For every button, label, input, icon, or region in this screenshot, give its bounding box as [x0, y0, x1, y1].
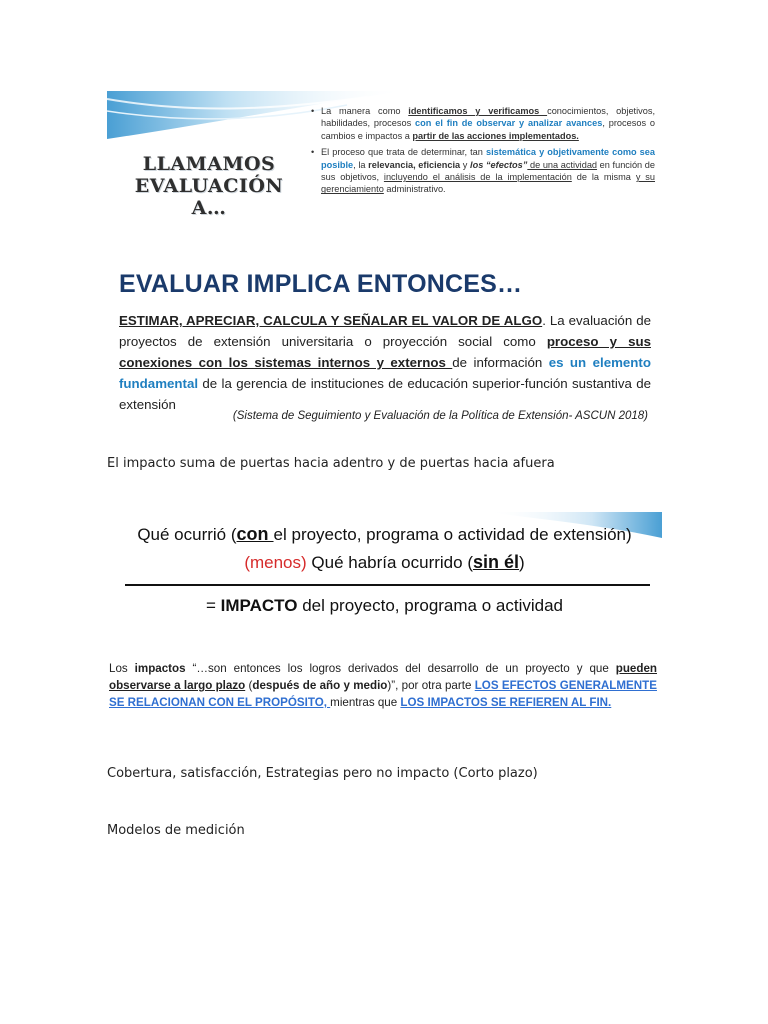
- slide-image-impacto: [107, 512, 662, 752]
- slide2-citation: (Sistema de Seguimiento y Evaluación de la Política de Extensión- ASCUN 2018): [232, 410, 648, 422]
- title-line-1: LLAMAMOS: [142, 153, 276, 175]
- formula-line-1: Qué ocurrió (con el proyecto, programa o actividad de extensión): [137, 524, 632, 544]
- slide1-title: [119, 153, 299, 219]
- body-paragraph-impacto: El impacto suma de puertas hacia adentro y de puertas hacia afuera: [107, 456, 555, 471]
- slide-image-llamamos-evaluacion: [107, 91, 662, 250]
- slide-image-evaluar-implica: [107, 250, 662, 444]
- bullet-dot-icon: •: [311, 106, 315, 116]
- bullet-item: • La manera como identificamos y verificamos conocimientos, objetivos, habilidades, procesos con el fin de observar y analizar avances, procesos o cambios e impactos a partir de las acciones implementados.: [311, 106, 656, 141]
- formula-divider: [125, 584, 650, 586]
- body-paragraph-modelos: Modelos de medición: [107, 823, 245, 838]
- slide2-heading: EVALUAR IMPLICA ENTONCES…: [119, 270, 523, 298]
- formula-result: = IMPACTO del proyecto, programa o actividad: [205, 596, 564, 615]
- formula-line-2: (menos) Qué habría ocurrido (sin él): [244, 552, 525, 572]
- slide3-paragraph: Los impactos “…son entonces los logros derivados del desarrollo de un proyecto y que pueden observarse a largo plazo (después de año y medio)”, por otra parte LOS EFECTOS GENERALMENTE SE RELACIONAN CON EL PROPÓSITO, mientras que LOS IMPACTOS SE REFIEREN AL FIN.: [109, 662, 657, 709]
- body-paragraph-cobertura: Cobertura, satisfacción, Estrategias pero no impacto (Corto plazo): [107, 766, 538, 781]
- bullet-dot-icon: •: [311, 147, 315, 158]
- slide2-paragraph: ESTIMAR, APRECIAR, CALCULA Y SEÑALAR EL VALOR DE ALGO. La evaluación de proyectos de extensión universitaria o proyección social como proceso y sus conexiones con los sistemas internos y externos de información es un elemento fundamental de la gerencia de instituciones de educación superior-función sustantiva de extensión: [119, 313, 651, 412]
- bullet-item: • El proceso que trata de determinar, tan sistemática y objetivamente como sea posible, la relevancia, eficiencia y los “efectos” de una actividad en función de sus objetivos, incluyendo el análisis de la implementación de la misma y su gerenciamiento administrativo.: [311, 147, 656, 195]
- title-line-2: EVALUACIÓN A…: [134, 175, 284, 219]
- slide1-bullets: [309, 105, 655, 200]
